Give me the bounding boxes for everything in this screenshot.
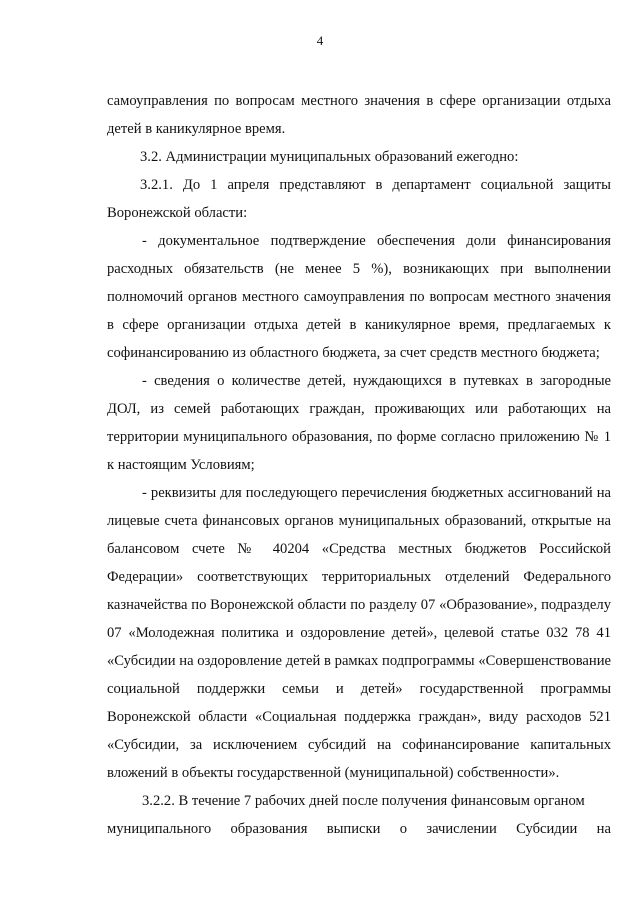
word: муниципального xyxy=(107,821,212,837)
list-item-documentary-confirmation: - документальное подтверждение обеспечения доли финансирования расходных обязательств (не менее 5 %), возникающих при выполнении полномочий органов местного самоуправления по вопросам местного значения в сфере организации отдыха детей в каникулярное время, предлагаемых к софинансированию из областного бюджета, за счет средств местного бюджета; xyxy=(107,233,611,361)
document-body xyxy=(107,87,611,843)
paragraph-3-2-1: 3.2.1. До 1 апреля представляют в департамент социальной защиты Воронежской области: xyxy=(107,177,611,221)
paragraph-3-2-2-continuation xyxy=(107,815,611,843)
word: образования xyxy=(230,821,308,837)
list-item-children-info: - сведения о количестве детей, нуждающихся в путевках в загородные ДОЛ, из семей работающих граждан, проживающих или работающих на территории муниципального образования, по форме согласно приложению № 1 к настоящим Условиям; xyxy=(107,373,611,473)
word: о xyxy=(399,821,408,837)
paragraph-3-2: 3.2. Администрации муниципальных образований ежегодно: xyxy=(140,149,519,165)
list-item-requisites: - реквизиты для последующего перечисления бюджетных ассигнований на лицевые счета финансовых органов муниципальных образований, открытые на балансовом счете № 40204 «Средства местных бюджетов Российской Федерации» соответствующих территориальных отделений Федерального казначейства по Воронежской области по разделу 07 «Образование», подразделу 07 «Молодежная политика и оздоровление детей», целевой статье 032 78 41 «Субсидии на оздоровление детей в рамках подпрограммы «Совершенствование социальной поддержки семьи и детей» государственной программы Воронежской области «Социальная поддержка граждан», виду расходов 521 «Субсидии, за исключением субсидий на софинансирование капитальных вложений в объекты государственной (муниципальной) собственности». xyxy=(107,485,611,781)
page-number: 4 xyxy=(316,33,324,48)
word: зачислении xyxy=(426,821,497,837)
paragraph-continuation: самоуправления по вопросам местного значения в сфере организации отдыха детей в каникулярное время. xyxy=(107,93,611,137)
paragraph-3-2-2: 3.2.2. В течение 7 рабочих дней после получения финансовым органом xyxy=(142,793,585,809)
word: выписки xyxy=(326,821,381,837)
word: на xyxy=(596,821,611,837)
word: Субсидии xyxy=(516,821,578,837)
